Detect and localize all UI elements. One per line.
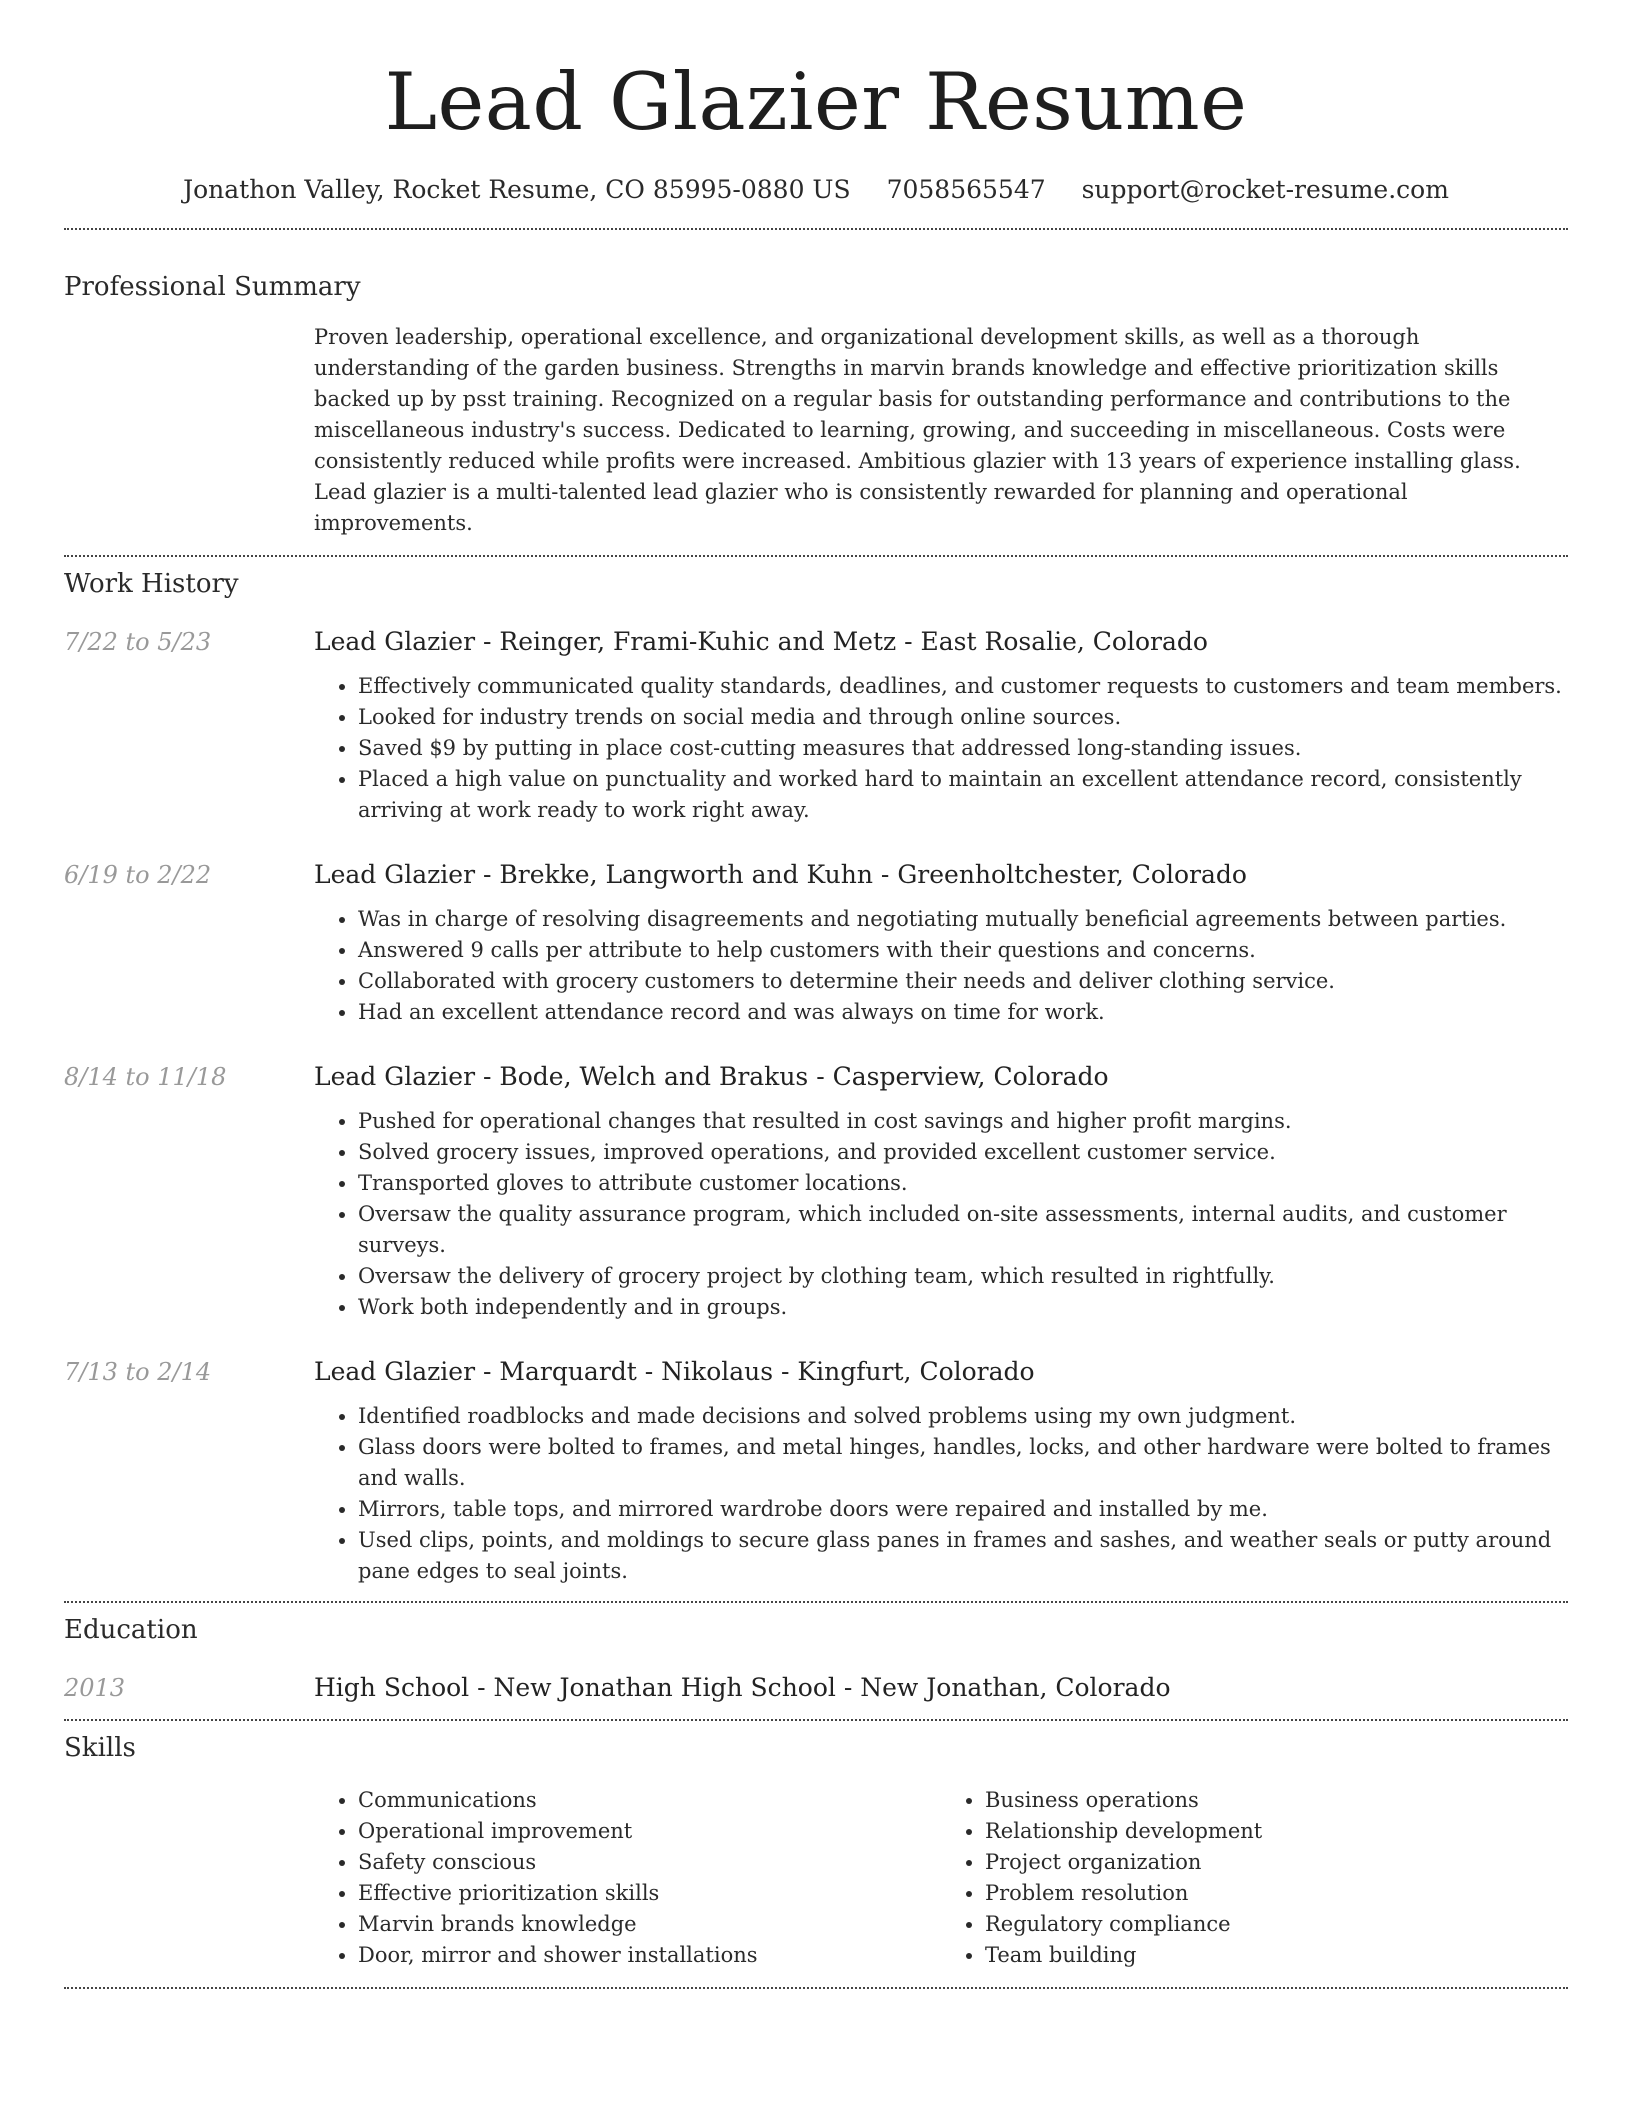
job-bullet: • Oversaw the delivery of grocery project by clothing team, which resulted in rightfully. (358, 1261, 1568, 1292)
section-title-work: Work History (64, 569, 239, 599)
skill-item: • Communications (358, 1785, 941, 1816)
job-entry (64, 1060, 1568, 1323)
skill-item: • Relationship development (985, 1816, 1568, 1847)
summary-text: Proven leadership, operational excellence, and organizational development skills, as well as a thorough understanding of the garden business. Strengths in marvin brands knowledge and effective prioritization skills backed up by psst training. Recognized on a regular basis for outstanding performance and contributions to the miscellaneous industry's success. Dedicated to learning, growing, and succeeding in miscellaneous. Costs were consistently reduced while profits were increased. Ambitious glazier with 13 years of experience installing glass. Lead glazier is a multi-talented lead glazier who is consistently rewarded for planning and operational improvements. (314, 325, 1521, 535)
job-bullet: • Collaborated with grocery customers to determine their needs and deliver clothing service. (358, 966, 1568, 997)
job-dates: 7/13 to 2/14 (64, 1358, 212, 1386)
skill-item: • Problem resolution (985, 1878, 1568, 1909)
skill-item: • Project organization (985, 1847, 1568, 1878)
job-bullet: • Work both independently and in groups. (358, 1292, 1568, 1323)
job-entry (64, 858, 1568, 1028)
job-bullet: • Looked for industry trends on social media and through online sources. (358, 702, 1568, 733)
divider (64, 555, 1568, 557)
job-entry (64, 1355, 1568, 1587)
job-dates: 8/14 to 11/18 (64, 1063, 227, 1091)
job-bullet: • Saved $9 by putting in place cost-cutting measures that addressed long-standing issues. (358, 733, 1568, 764)
divider (64, 228, 1568, 230)
job-bullet: • Answered 9 calls per attribute to help customers with their questions and concerns. (358, 935, 1568, 966)
resume-page (64, 0, 1568, 1989)
job-bullet: • Identified roadblocks and made decisions and solved problems using my own judgment. (358, 1401, 1568, 1432)
job-title: Lead Glazier - Bode, Welch and Brakus - Casperview, Colorado (314, 1062, 1109, 1091)
job-title: Lead Glazier - Reinger, Frami-Kuhic and Metz - East Rosalie, Colorado (314, 627, 1208, 656)
contact-line (64, 172, 1568, 208)
skills-column-right (941, 1785, 1568, 1971)
job-bullet: • Effectively communicated quality standards, deadlines, and customer requests to customers and team members. (358, 671, 1568, 702)
contact-phone: 7058565547 (886, 175, 1046, 204)
job-bullet: • Pushed for operational changes that resulted in cost savings and higher profit margins. (358, 1106, 1568, 1137)
skill-item: • Operational improvement (358, 1816, 941, 1847)
job-dates: 7/22 to 5/23 (64, 628, 212, 656)
job-bullets (314, 1106, 1568, 1323)
job-bullet: • Glass doors were bolted to frames, and metal hinges, handles, locks, and other hardware were bolted to frames and walls. (358, 1432, 1568, 1494)
skill-item: • Team building (985, 1940, 1568, 1971)
job-bullets (314, 671, 1568, 826)
contact-email: support@rocket-resume.com (1081, 175, 1449, 204)
job-title: Lead Glazier - Marquardt - Nikolaus - Kingfurt, Colorado (314, 1357, 1035, 1386)
education-details (314, 1671, 1568, 1705)
job-bullet: • Placed a high value on punctuality and worked hard to maintain an excellent attendance record, consistently arriving at work ready to work right away. (358, 764, 1568, 826)
job-bullet: • Mirrors, table tops, and mirrored wardrobe doors were repaired and installed by me. (358, 1494, 1568, 1525)
skill-item: • Business operations (985, 1785, 1568, 1816)
job-bullet: • Was in charge of resolving disagreements and negotiating mutually beneficial agreements between parties. (358, 904, 1568, 935)
job-bullets (314, 1401, 1568, 1587)
skill-item: • Door, mirror and shower installations (358, 1940, 941, 1971)
job-details (314, 858, 1568, 1028)
page-title: Lead Glazier Resume (384, 56, 1248, 148)
section-title-education: Education (64, 1615, 198, 1645)
education-year: 2013 (64, 1674, 126, 1702)
divider (64, 1719, 1568, 1721)
section-title-skills: Skills (64, 1733, 136, 1763)
skill-item: • Effective prioritization skills (358, 1878, 941, 1909)
job-bullet: • Solved grocery issues, improved operations, and provided excellent customer service. (358, 1137, 1568, 1168)
education-entry (64, 1671, 1568, 1705)
section-title-summary: Professional Summary (64, 272, 361, 302)
job-bullets (314, 904, 1568, 1028)
contact-address: Jonathon Valley, Rocket Resume, CO 85995-0880 US (183, 175, 851, 204)
skill-item: • Marvin brands knowledge (358, 1909, 941, 1940)
job-details (314, 625, 1568, 826)
job-details (314, 1060, 1568, 1323)
job-bullet: • Had an excellent attendance record and was always on time for work. (358, 997, 1568, 1028)
skills-column-left (314, 1785, 941, 1971)
education-title: High School - New Jonathan High School - New Jonathan, Colorado (314, 1673, 1171, 1702)
skill-item: • Safety conscious (358, 1847, 941, 1878)
job-dates: 6/19 to 2/22 (64, 861, 212, 889)
skills-list (314, 1785, 1568, 1971)
skill-item: • Regulatory compliance (985, 1909, 1568, 1940)
job-entry (64, 625, 1568, 826)
job-details (314, 1355, 1568, 1587)
job-bullet: • Transported gloves to attribute customer locations. (358, 1168, 1568, 1199)
divider (64, 1987, 1568, 1989)
divider (64, 1601, 1568, 1603)
job-title: Lead Glazier - Brekke, Langworth and Kuhn - Greenholtchester, Colorado (314, 860, 1247, 889)
job-bullet: • Used clips, points, and moldings to secure glass panes in frames and sashes, and weather seals or putty around pane edges to seal joints. (358, 1525, 1568, 1587)
job-bullet: • Oversaw the quality assurance program, which included on-site assessments, internal audits, and customer surveys. (358, 1199, 1568, 1261)
